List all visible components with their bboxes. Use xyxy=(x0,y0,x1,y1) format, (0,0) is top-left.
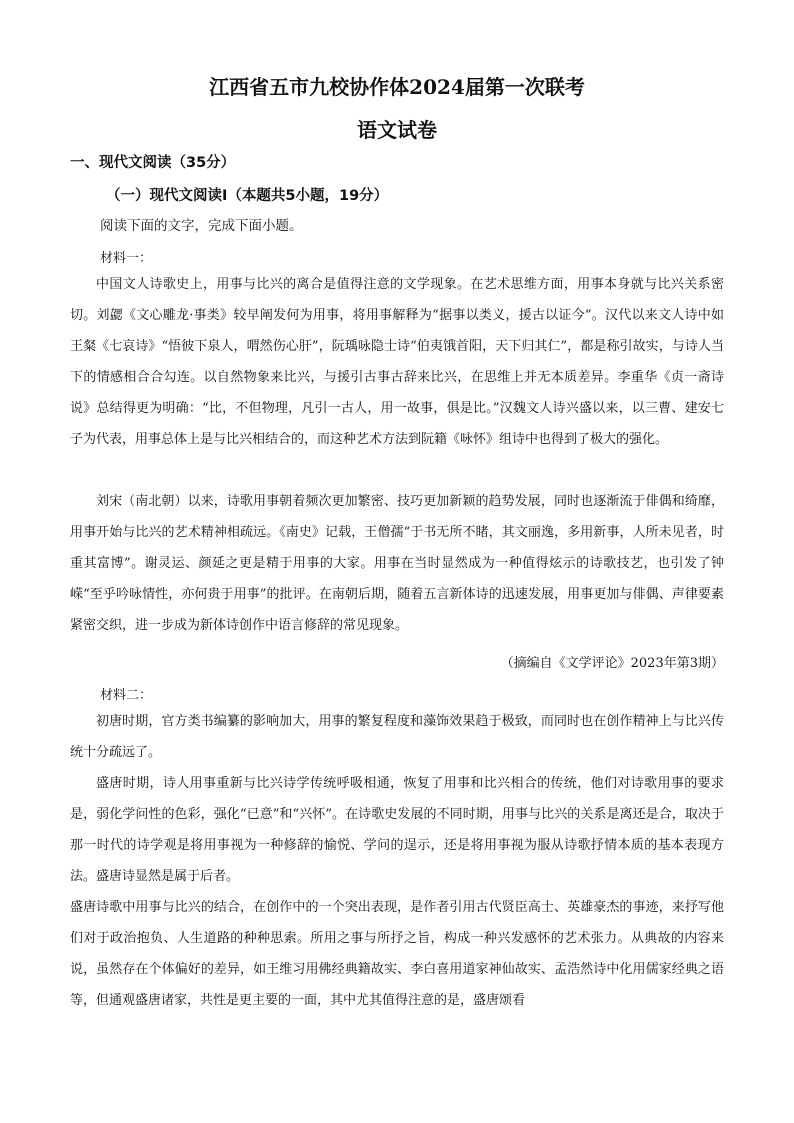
exam-title: 江西省五市九校协作体2024届第一次联考 xyxy=(209,75,585,99)
material2-paragraph-1: 初唐时期，官方类书编纂的影响加大，用事的繁复程度和藻饰效果趋于极致，而同时也在创作精神上与比兴传统十分疏远了。 xyxy=(70,714,724,760)
material1-paragraph-2: 刘宋（南北朝）以来，诗歌用事朝着频次更加繁密、技巧更加新颖的趋势发展，同时也逐渐流于俳偶和绮靡，用事开始与比兴的艺术精神相疏远。《南史》记载，王僧孺“于书无所不睹，其文丽逸，多用新事，人所未见者，时重其富博”。谢灵运、颜延之更是精于用事的大家。用事在当时显然成为一种值得炫示的诗歌技艺，也引发了钟嵘“至乎吟咏情性，亦何贵于用事”的批评。在南朝后期，随着五言新体诗的迅速发展，用事更加与俳偶、声律要素紧密交织，进一步成为新体诗创作中语言修辞的常见现象。 xyxy=(70,494,724,633)
section-heading: 一、现代文阅读（35分） xyxy=(70,155,236,171)
material2-paragraph-3: 盛唐诗歌中用事与比兴的结合，在创作中的一个突出表现，是作者引用古代贤臣高士、英雄豪杰的事迹，来抒写他们对于政治抱负、人生道路的种种思索。所用之事与所抒之旨，构成一种兴发感怀的艺术张力。从典故的内容来说，虽然存在个体偏好的差异，如王维习用佛经典籍故实、李白喜用道家神仙故实、孟浩然诗中化用儒家经典之语等，但通观盛唐诸家，共性是更主要的一面，其中尤其值得注意的是，盛唐颂看 xyxy=(70,900,724,1008)
sub-section-heading: （一）现代文阅读Ⅰ（本题共5小题，19分） xyxy=(106,188,389,204)
material1-source: （摘编自《文学评论》2023年第3期） xyxy=(500,656,724,671)
instruction-text: 阅读下面的文字，完成下面小题。 xyxy=(100,218,303,234)
material1-label: 材料一： xyxy=(100,251,153,266)
exam-subtitle: 语文试卷 xyxy=(357,118,437,142)
material2-label: 材料二： xyxy=(100,688,153,703)
material1-paragraph-1: 中国文人诗歌史上，用事与比兴的离合是值得注意的文学现象。在艺术思维方面，用事本身就与比兴关系密切。刘勰《文心雕龙·事类》较早阐发何为用事，将用事解释为“据事以类义，援古以证今”。汉代以来文人诗中如王粲《七哀诗》“悟彼下泉人，喟然伤心肝”，阮瑀咏隐士诗“伯夷饿首阳，天下归其仁”，都是称引故实，与诗人当下的情感相合合勾连。以自然物象来比兴，与援引古事古辞来比兴，在思维上并无本质差异。李重华《贞一斋诗说》总结得更为明确：“比，不但物理，凡引一古人，用一故事，俱是比。”汉魏文人诗兴盛以来，以三曹、建安七子为代表，用事总体上是与比兴相结合的，而这种艺术方法到阮籍《咏怀》组诗中也得到了极大的强化。 xyxy=(70,277,724,447)
material2-paragraph-2: 盛唐时期，诗人用事重新与比兴诗学传统呼吸相通，恢复了用事和比兴相合的传统，他们对诗歌用事的要求是，弱化学问性的色彩，强化“已意”和“兴怀”。在诗歌史发展的不同时期，用事与比兴的关系是离还是合，取决于那一时代的诗学观是将用事视为一种修辞的愉悦、学问的逞示，还是将用事视为服从诗歌抒情本质的基本表现方法。盛唐诗显然是属于后者。 xyxy=(70,776,724,884)
